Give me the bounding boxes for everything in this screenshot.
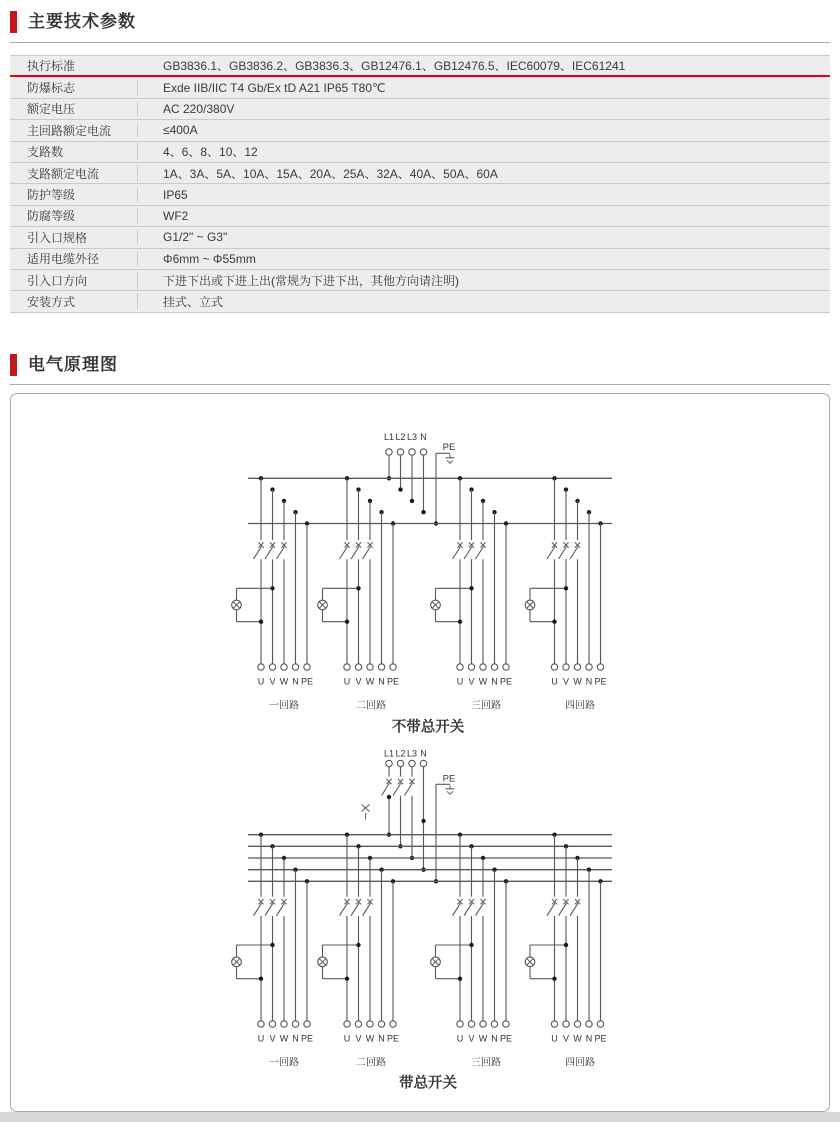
spec-label: 主回路额定电流 <box>27 123 112 138</box>
terminal-label: U <box>551 676 558 687</box>
incoming-phase-label: L2 <box>395 748 406 759</box>
section-header-schematic <box>10 353 830 377</box>
bus-lines <box>248 478 612 523</box>
terminal-label: N <box>491 1033 498 1044</box>
breaker-icon <box>547 542 557 559</box>
breaker-icon <box>559 542 569 559</box>
breaker-icon <box>464 899 474 916</box>
spec-label: 引入口方向 <box>27 273 88 288</box>
indicator-lamp-icon <box>525 600 535 610</box>
branch-circuit-1 <box>232 833 313 1069</box>
spec-label: 防护等级 <box>27 188 76 203</box>
terminal-label: W <box>478 676 488 687</box>
terminal-label: U <box>456 676 464 687</box>
section-accent-bar <box>10 11 17 33</box>
breaker-icon <box>351 542 361 559</box>
pe-label: PE <box>442 773 456 785</box>
incoming-phase-label: L2 <box>395 432 406 442</box>
spec-label: 防爆标志 <box>27 81 76 96</box>
spec-value: Exde IIB/IIC T4 Gb/Ex tD A21 IP65 T80℃ <box>137 81 830 95</box>
spec-value: 下进下出或下进上出(常规为下进下出，其他方向请注明) <box>137 272 830 289</box>
schematic-with-main-switch <box>232 749 612 1092</box>
terminal-label: N <box>378 676 385 687</box>
spec-label: 执行标准 <box>27 59 76 74</box>
incoming-feed <box>382 749 427 872</box>
breaker-icon <box>363 542 373 559</box>
spec-label: 适用电缆外径 <box>27 252 100 267</box>
spec-row <box>10 163 830 184</box>
branch-circuit-3 <box>431 476 512 711</box>
breaker-icon <box>476 542 486 559</box>
spec-row <box>10 184 830 205</box>
indicator-lamp-icon <box>232 957 242 967</box>
spec-label: 额定电压 <box>27 102 76 117</box>
terminal-label: U <box>456 1033 464 1044</box>
branch-circuit-4 <box>525 476 606 711</box>
breaker-icon <box>340 542 350 559</box>
section-rule <box>10 384 830 385</box>
spec-value: 4、6、8、10、12 <box>137 143 830 160</box>
branch-label: 二回路 <box>356 1057 386 1069</box>
terminal-label: W <box>573 676 582 687</box>
pe-label: PE <box>442 442 456 453</box>
terminal-label: U <box>343 1033 351 1044</box>
spec-value: AC 220/380V <box>137 102 830 116</box>
terminal-label: V <box>269 1033 276 1044</box>
breaker-icon <box>382 779 392 796</box>
earth-ground-icon <box>446 454 455 463</box>
spec-value: G1/2" ~ G3" <box>137 230 830 244</box>
diagram-caption: 带总开关 <box>399 1075 457 1092</box>
spec-value: GB3836.1、GB3836.2、GB3836.3、GB12476.1、GB12476.5、IEC60079、IEC61241 <box>163 59 626 74</box>
indicator-lamp-icon <box>232 600 242 610</box>
incoming-phase-label: N <box>420 432 427 442</box>
terminal-label: PE <box>386 676 400 687</box>
spec-row <box>10 249 830 270</box>
spec-value: WF2 <box>137 209 830 223</box>
terminal-label: PE <box>594 1033 607 1044</box>
terminal-label: V <box>269 676 276 687</box>
indicator-lamp-icon <box>431 957 441 967</box>
section-rule <box>10 42 830 43</box>
branch-circuit-1 <box>232 476 313 711</box>
schematic-panel <box>10 393 830 1112</box>
branch-circuit-3 <box>431 833 512 1069</box>
terminal-label: V <box>562 676 570 687</box>
branch-label: 四回路 <box>565 700 595 712</box>
branch-label: 一回路 <box>269 1057 299 1069</box>
breaker-icon <box>570 542 580 559</box>
breaker-icon <box>453 899 463 916</box>
indicator-lamp-icon <box>318 600 328 610</box>
terminal-label: N <box>292 1033 299 1044</box>
breaker-icon <box>393 779 403 796</box>
terminal-label: N <box>292 676 299 687</box>
terminal-label: PE <box>386 1033 400 1044</box>
terminal-label: W <box>478 1033 488 1044</box>
terminal-label: PE <box>594 676 607 687</box>
terminal-label: V <box>468 1033 475 1044</box>
indicator-lamp-icon <box>525 957 535 967</box>
terminal-label: V <box>355 676 362 687</box>
indicator-lamp-icon <box>318 957 328 967</box>
breaker-icon <box>265 542 275 559</box>
incoming-phase-label: N <box>420 748 427 759</box>
incoming-phase-label: L3 <box>406 748 418 759</box>
breaker-icon <box>351 899 361 916</box>
terminal-label: U <box>343 676 351 687</box>
earth-ground-icon <box>446 785 455 794</box>
spec-label: 引入口规格 <box>27 230 88 245</box>
breaker-icon <box>277 542 287 559</box>
incoming-phase-label: L3 <box>406 432 418 442</box>
pe-feed <box>434 774 456 884</box>
spec-row <box>10 56 830 77</box>
branch-circuit-4 <box>525 833 606 1069</box>
terminal-label: W <box>573 1033 582 1044</box>
spec-value: 1A、3A、5A、10A、15A、20A、25A、32A、40A、50A、60A <box>137 165 830 182</box>
terminal-label: W <box>279 1033 289 1044</box>
spec-table <box>10 55 830 313</box>
branch-label: 三回路 <box>471 1057 501 1069</box>
terminal-label: V <box>468 676 475 687</box>
branch-label: 三回路 <box>471 700 501 712</box>
terminal-label: U <box>551 1033 558 1044</box>
spec-row <box>10 291 830 312</box>
terminal-label: N <box>585 1033 593 1044</box>
spec-value: ≤400A <box>137 123 830 137</box>
spec-label: 防腐等级 <box>27 209 76 224</box>
pe-feed <box>434 442 456 526</box>
terminal-label: W <box>279 676 289 687</box>
terminal-label: PE <box>499 676 513 687</box>
breaker-icon <box>405 779 415 796</box>
spec-value: Φ6mm ~ Φ55mm <box>137 252 830 266</box>
incoming-phase-label: L1 <box>383 748 395 759</box>
branch-circuit-2 <box>318 476 399 711</box>
spec-row <box>10 120 830 141</box>
incoming-feed <box>384 432 427 514</box>
section-accent-bar <box>10 354 17 376</box>
breaker-icon <box>570 899 580 916</box>
indicator-lamp-icon <box>431 600 441 610</box>
branch-label: 二回路 <box>356 700 386 712</box>
breaker-icon <box>453 542 463 559</box>
spec-row <box>10 206 830 227</box>
bus-lines <box>248 835 612 882</box>
terminal-label: N <box>491 676 498 687</box>
terminal-label: N <box>585 676 593 687</box>
breaker-icon <box>547 899 557 916</box>
terminal-label: N <box>378 1033 385 1044</box>
terminal-label: W <box>365 1033 375 1044</box>
branch-label: 一回路 <box>269 700 299 712</box>
section-title: 主要技术参数 <box>28 12 136 31</box>
breaker-icon <box>476 899 486 916</box>
spec-row <box>10 270 830 291</box>
breaker-icon <box>559 899 569 916</box>
terminal-label: PE <box>300 676 314 687</box>
spec-row <box>10 77 830 98</box>
terminal-label: V <box>562 1033 570 1044</box>
schematic-without-main-switch <box>232 432 612 736</box>
breaker-icon <box>277 899 287 916</box>
terminal-label: V <box>355 1033 362 1044</box>
section-header-parameters <box>10 10 830 34</box>
breaker-icon <box>340 899 350 916</box>
spec-label: 支路额定电流 <box>27 166 100 181</box>
breaker-icon <box>363 899 373 916</box>
breaker-icon <box>254 542 264 559</box>
terminal-label: PE <box>499 1033 513 1044</box>
schematics-svg <box>11 394 829 1111</box>
spec-label: 安装方式 <box>27 294 76 309</box>
section-title: 电气原理图 <box>28 355 118 374</box>
incoming-phase-label: L1 <box>383 432 395 442</box>
breaker-icon <box>254 899 264 916</box>
terminal-label: U <box>257 1033 265 1044</box>
spec-row <box>10 227 830 248</box>
spec-value: 挂式、立式 <box>137 293 830 310</box>
breaker-icon <box>464 542 474 559</box>
terminal-label: PE <box>300 1033 314 1044</box>
spec-row <box>10 99 830 120</box>
page-bottom-strip <box>0 1112 840 1122</box>
breaker-icon <box>265 899 275 916</box>
diagram-caption: 不带总开关 <box>391 719 465 736</box>
branch-label: 四回路 <box>565 1057 595 1069</box>
spec-label: 支路数 <box>27 145 64 160</box>
main-switch-handle-icon <box>362 805 370 820</box>
branch-circuit-2 <box>318 833 399 1069</box>
terminal-label: U <box>257 676 265 687</box>
spec-row <box>10 142 830 163</box>
terminal-label: W <box>365 676 375 687</box>
spec-value: IP65 <box>137 188 830 202</box>
